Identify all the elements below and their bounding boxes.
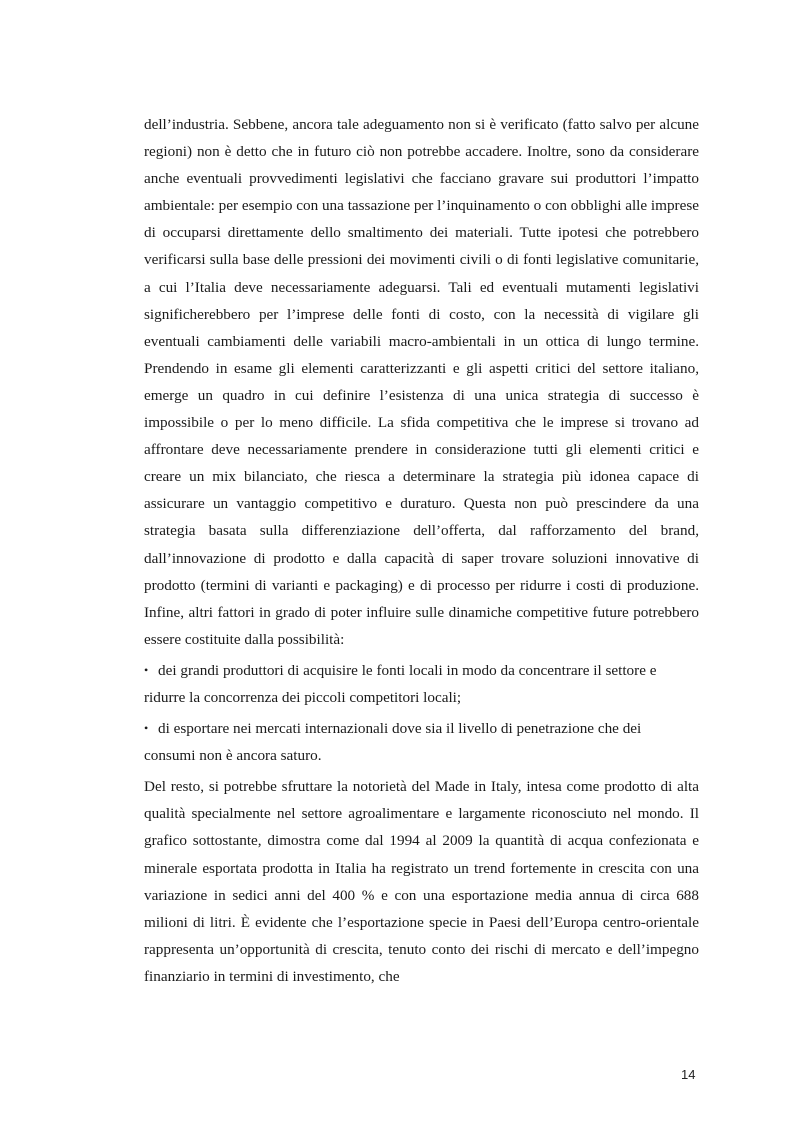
page-body <box>144 111 699 990</box>
bullet-text-start: di esportare nei mercati internazionali dove sia il livello di penetrazione che dei <box>158 720 642 738</box>
body-paragraph-1: dell’industria. Sebbene, ancora tale adeguamento non si è verificato (fatto salvo per alcune regioni) non è detto che in futuro ciò non potrebbe accadere. Inoltre, sono da considerare anche eventuali provvedimenti legislativi che facciano gravare sui produttori l’impatto ambientale: per esempio con una tassazione per l’inquinamento o con obblighi alle imprese di occuparsi direttamente dello smaltimento dei materiali. Tutte ipotesi che potrebbero verificarsi sulla base delle pressioni dei movimenti civili o di fonti legislative comunitarie, a cui l’Italia deve necessariamente adeguarsi. Tali ed eventuali mutamenti legislativi significherebbero per l’imprese delle fonti di costo, con la necessità di vigilare gli eventuali cambiamenti delle variabili macro-ambientali in un ottica di lungo termine. Prendendo in esame gli elementi caratterizzanti e gli aspetti critici del settore italiano, emerge un quadro in cui definire l’esistenza di una unica strategia di successo è impossibile o per lo meno difficile. La sfida competitiva che le imprese si trovano ad affrontare deve necessariamente prendere in considerazione tutti gli elementi critici e creare un mix bilanciato, che riesca a determinare la strategia più idonea capace di assicurare un vantaggio competitivo e duraturo. Questa non può prescindere da una strategia basata sulla differenziazione dell’offerta, dal rafforzamento del brand, dall’innovazione di prodotto e dalla capacità di saper trovare soluzioni innovative di prodotto (termini di varianti e packaging) e di processo per ridurre i costi di produzione. Infine, altri fattori in grado di poter influire sulle dinamiche competitive future potrebbero essere costituite dalla possibilità: <box>144 116 700 648</box>
bullet-first-line <box>144 715 699 742</box>
bullet-item-2 <box>144 715 699 769</box>
page-number: 14 <box>681 1067 696 1082</box>
body-paragraph-2: Del resto, si potrebbe sfruttare la notorietà del Made in Italy, intesa come prodotto di alta qualità specialmente nel settore agroalimentare e largamente riconosciuto nel mondo. Il grafico sottostante, dimostra come dal 1994 al 2009 la quantità di acqua confezionata e minerale esportata prodotta in Italia ha registrato un trend fortemente in crescita con una variazione in sedici anni del 400 % e con una esportazione media annua di circa 688 milioni di litri. È evidente che l’esportazione specie in Paesi dell’Europa centro-orientale rappresenta un’opportunità di crescita, tenuto conto dei rischi di mercato e dell’impegno finanziario in termini di investimento, che <box>144 778 699 985</box>
bullet-item-1 <box>144 657 699 711</box>
bullet-text-continuation: ridurre la concorrenza dei piccoli competitori locali; <box>144 688 462 706</box>
bullet-first-line <box>144 657 699 684</box>
bullet-icon: • <box>144 662 149 677</box>
bullet-text-continuation: consumi non è ancora saturo. <box>144 747 322 765</box>
bullet-icon: • <box>144 721 149 736</box>
bullet-text-start: dei grandi produttori di acquisire le fonti locali in modo da concentrare il settore e <box>158 661 657 679</box>
